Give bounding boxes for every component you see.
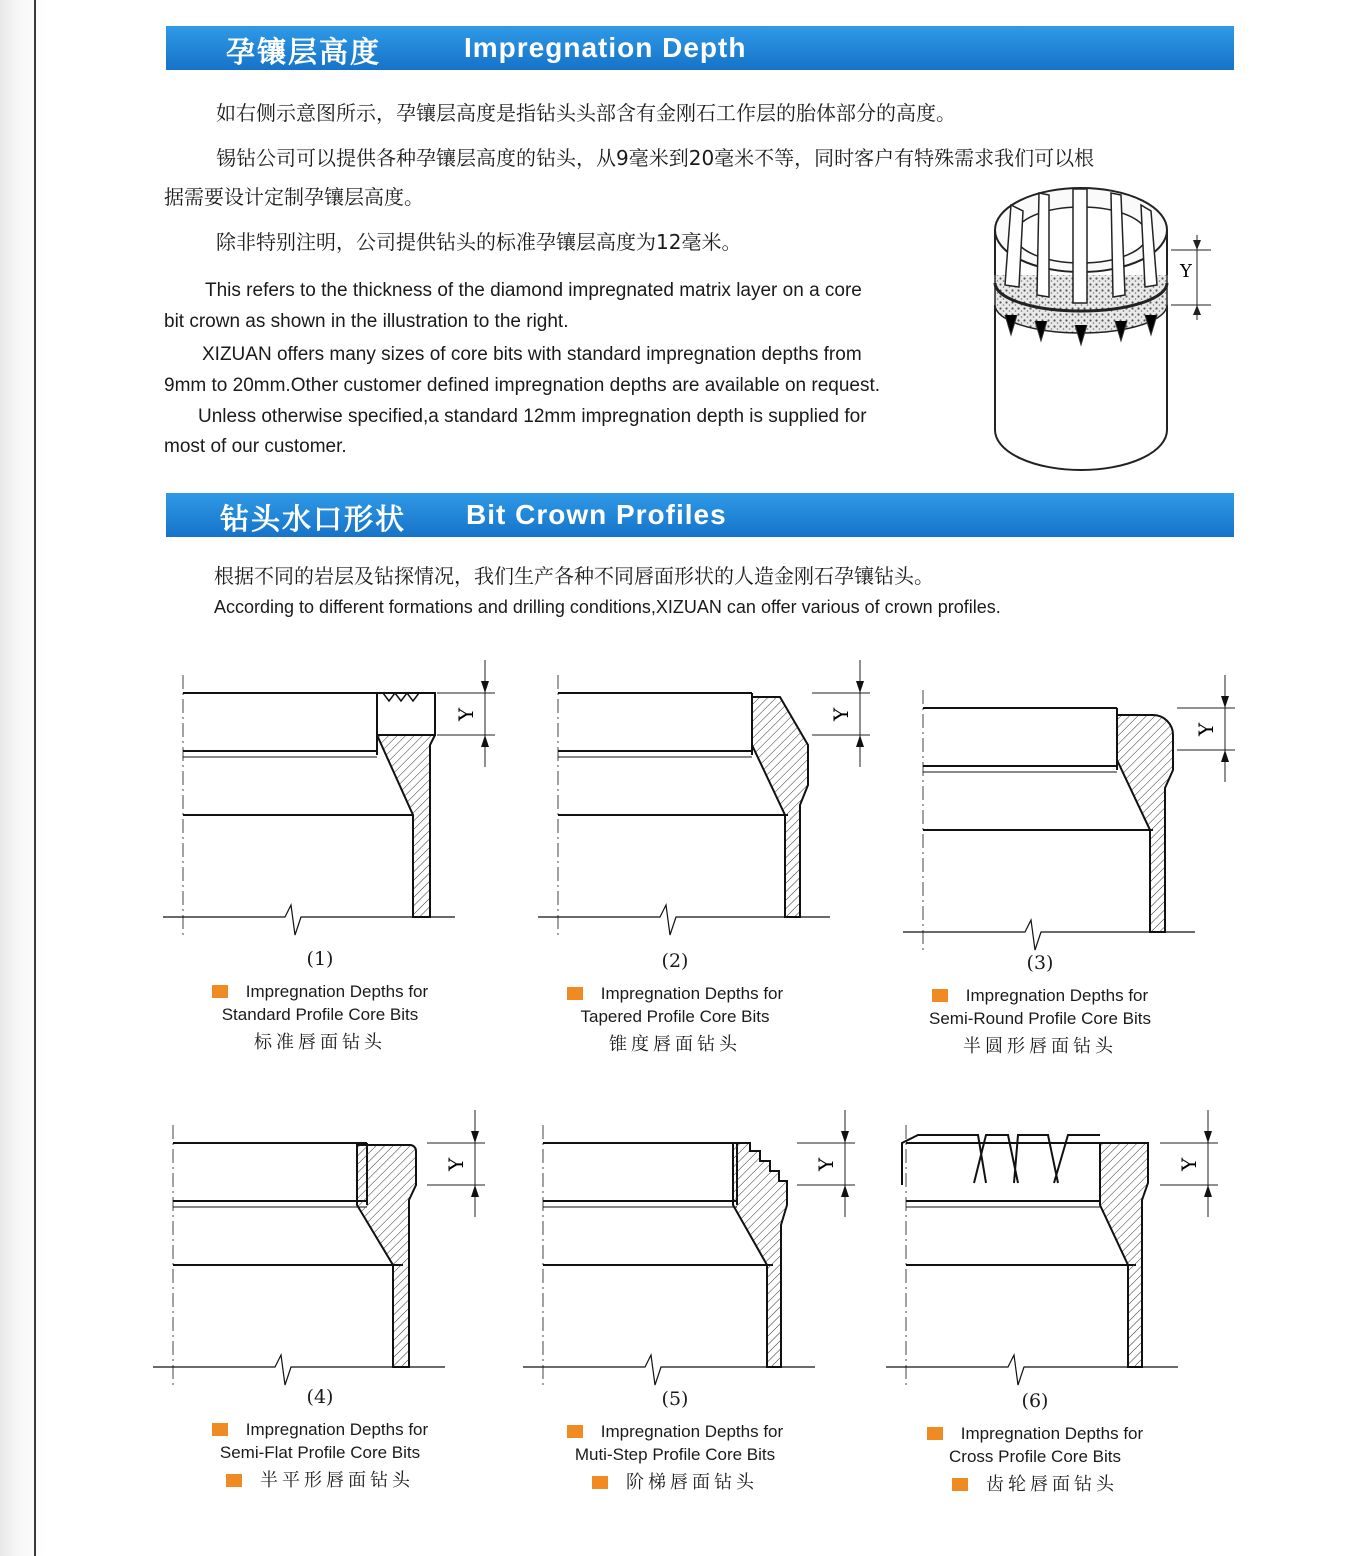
core-bit-illustration bbox=[975, 175, 1215, 480]
bullet-icon bbox=[952, 1478, 968, 1491]
caption-number: (5) bbox=[661, 1388, 689, 1410]
en-paragraph-1: This refers to the thickness of the diamond impregnated matrix layer on a core bbox=[205, 280, 862, 301]
illustration-y-label: Y bbox=[1180, 261, 1192, 282]
caption-zh: 锥度唇面钻头 bbox=[609, 1034, 741, 1055]
caption-zh: 阶梯唇面钻头 bbox=[626, 1472, 758, 1493]
spine-line bbox=[34, 0, 36, 1556]
bullet-icon bbox=[592, 1476, 608, 1489]
profile-diagram-cross bbox=[878, 1105, 1238, 1390]
y-dimension-label: Y bbox=[454, 707, 478, 721]
caption-zh: 标准唇面钻头 bbox=[254, 1032, 386, 1053]
profiles-intro-en: According to different formations and drilling conditions,XIZUAN can offer various of crown profiles. bbox=[214, 597, 1001, 617]
profile-diagram-semi-flat bbox=[145, 1105, 505, 1390]
caption-line-2: Standard Profile Core Bits bbox=[221, 1005, 419, 1024]
en-paragraph-3: Unless otherwise specified,a standard 12mm impregnation depth is supplied for bbox=[198, 406, 867, 427]
bullet-icon bbox=[212, 1423, 228, 1436]
profile-diagram-semi-round bbox=[895, 670, 1255, 955]
crown-section bbox=[752, 697, 808, 917]
caption-profile-4 bbox=[170, 1386, 470, 1492]
bullet-icon bbox=[932, 989, 948, 1002]
caption-profile-5 bbox=[525, 1388, 825, 1494]
en-paragraph-2: XIZUAN offers many sizes of core bits with standard impregnation depths from bbox=[202, 344, 862, 365]
caption-zh: 半圆形唇面钻头 bbox=[963, 1036, 1117, 1057]
zh-paragraph-3: 除非特别注明，公司提供钻头的标准孕镶层高度为12毫米。 bbox=[216, 230, 742, 254]
crown-section bbox=[1100, 1143, 1148, 1367]
section-banner-impregnation-depth bbox=[166, 26, 1234, 70]
caption-line-2: Muti-Step Profile Core Bits bbox=[574, 1445, 776, 1464]
crown-section bbox=[1117, 715, 1173, 932]
en-paragraph-1-cont: bit crown as shown in the illustration to the right. bbox=[164, 311, 569, 332]
profile-diagram-tapered bbox=[530, 655, 890, 940]
y-dimension-label: Y bbox=[1177, 1157, 1201, 1171]
y-dimension-label: Y bbox=[1194, 722, 1218, 736]
y-dimension-label: Y bbox=[814, 1157, 838, 1171]
break-line bbox=[163, 905, 455, 935]
bullet-icon bbox=[212, 985, 228, 998]
caption-line-1: Impregnation Depths for bbox=[965, 986, 1149, 1005]
y-dimension-label: Y bbox=[829, 707, 853, 721]
caption-line-1: Impregnation Depths for bbox=[600, 1422, 784, 1441]
impregnated-layer bbox=[377, 693, 435, 735]
crown-section bbox=[357, 1145, 416, 1367]
caption-number: (2) bbox=[661, 950, 689, 972]
caption-profile-6 bbox=[885, 1390, 1185, 1496]
profile-diagram-standard bbox=[155, 655, 515, 940]
caption-number: (6) bbox=[1021, 1390, 1049, 1412]
en-paragraph-2-cont: 9mm to 20mm.Other customer defined impregnation depths are available on request. bbox=[164, 375, 881, 396]
crown-section bbox=[733, 1143, 787, 1367]
caption-line-2: Cross Profile Core Bits bbox=[949, 1447, 1121, 1466]
page-spine bbox=[0, 0, 46, 1556]
bullet-icon bbox=[567, 987, 583, 1000]
caption-line-2: Semi-Round Profile Core Bits bbox=[928, 1009, 1152, 1028]
bullet-icon bbox=[226, 1474, 242, 1487]
caption-zh: 齿轮唇面钻头 bbox=[986, 1474, 1118, 1495]
caption-line-1: Impregnation Depths for bbox=[245, 1420, 429, 1439]
caption-line-1: Impregnation Depths for bbox=[960, 1424, 1144, 1443]
profile-diagram-multi-step bbox=[515, 1105, 875, 1390]
y-dimension-label: Y bbox=[444, 1157, 468, 1171]
caption-line-2: Tapered Profile Core Bits bbox=[580, 1007, 770, 1026]
caption-line-1: Impregnation Depths for bbox=[600, 984, 784, 1003]
banner-title-zh: 孕镶层高度 bbox=[226, 35, 382, 69]
caption-line-1: Impregnation Depths for bbox=[245, 982, 429, 1001]
section-banner-bit-crown-profiles bbox=[166, 493, 1234, 537]
banner2-title-zh: 钻头水口形状 bbox=[220, 502, 407, 536]
caption-profile-1 bbox=[170, 948, 470, 1054]
caption-profile-2 bbox=[525, 950, 825, 1056]
caption-zh: 半平形唇面钻头 bbox=[260, 1470, 414, 1491]
caption-number: (3) bbox=[1026, 952, 1054, 974]
zh-paragraph-1: 如右侧示意图所示，孕镶层高度是指钻头头部含有金刚石工作层的胎体部分的高度。 bbox=[216, 101, 956, 125]
bullet-icon bbox=[567, 1425, 583, 1438]
caption-number: (1) bbox=[306, 948, 334, 970]
banner2-title-en: Bit Crown Profiles bbox=[466, 499, 727, 530]
banner-title-en: Impregnation Depth bbox=[464, 32, 747, 63]
caption-line-2: Semi-Flat Profile Core Bits bbox=[219, 1443, 421, 1462]
caption-profile-3 bbox=[890, 952, 1190, 1058]
zh-paragraph-2-cont: 据需要设计定制孕镶层高度。 bbox=[164, 185, 424, 209]
profiles-intro-zh: 根据不同的岩层及钻探情况，我们生产各种不同唇面形状的人造金刚石孕镶钻头。 bbox=[214, 564, 934, 588]
zh-paragraph-2: 锡钻公司可以提供各种孕镶层高度的钻头，从9毫米到20毫米不等，同时客户有特殊需求我们可以根 bbox=[216, 146, 1095, 170]
caption-number: (4) bbox=[306, 1386, 334, 1408]
bullet-icon bbox=[927, 1427, 943, 1440]
en-paragraph-3-cont: most of our customer. bbox=[164, 436, 347, 457]
